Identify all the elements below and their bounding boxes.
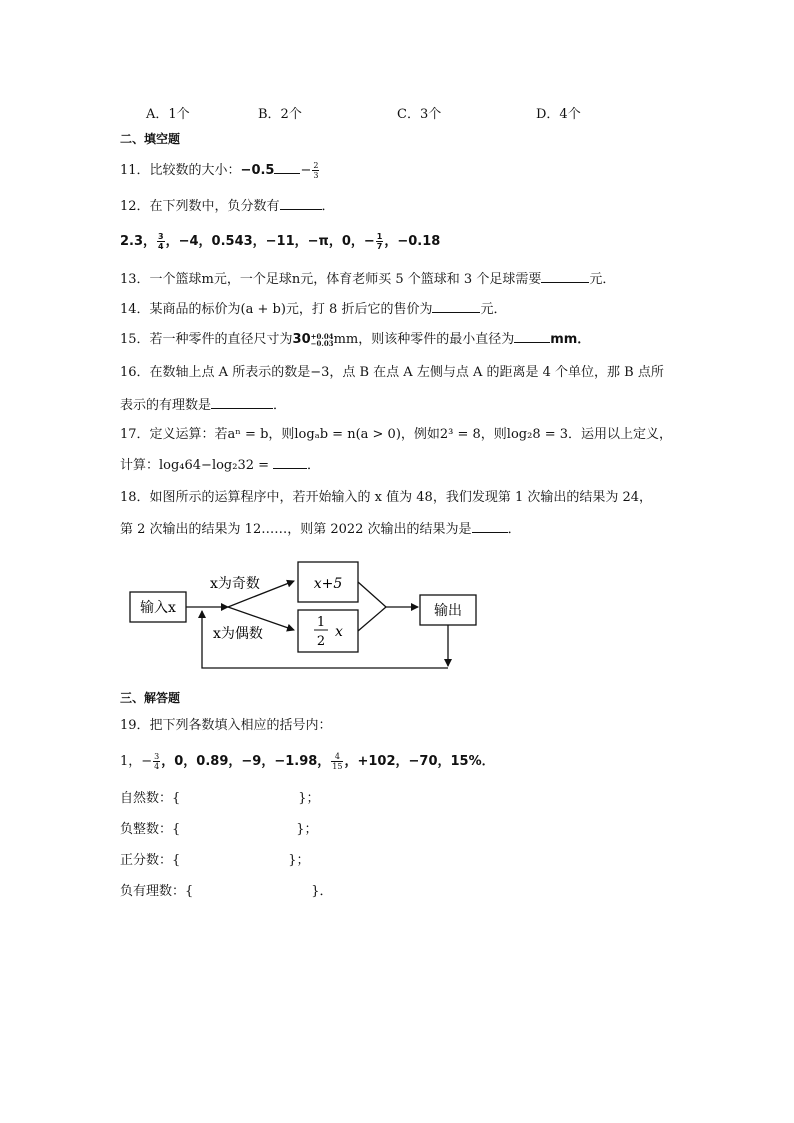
question-17-line-1: 17．定义运算：若aⁿ = b，则logₐb = n(a > 0)，例如2³ = 8，则log₂8 = 3．运用以上定义， (120, 427, 673, 442)
set-negative-integers (120, 821, 318, 839)
set-positive-fractions (120, 852, 310, 870)
q11-fraction: $\frac{2}{3}$ (313, 161, 319, 180)
question-19: 19．把下列各数填入相应的括号内： (120, 718, 332, 733)
q12-fraction-2: $\frac{1}{7}$ (376, 232, 383, 251)
q15-text: 15．若一种零件的直径尺寸为 (120, 332, 293, 347)
half-den: 2 (316, 634, 326, 649)
q13-blank (541, 270, 589, 283)
q18-blank (472, 520, 508, 533)
input-label: 输入x (140, 600, 176, 616)
q18-text: 第 2 次输出的结果为 12……，则第 2022 次输出的结果为是 (120, 522, 472, 537)
question-18-line-2 (120, 520, 521, 539)
plus5-label: x+5 (313, 576, 343, 592)
set-posfrac-end: }； (288, 853, 310, 868)
q18-end: ． (507, 522, 521, 537)
q12-list-part: 2.3， (120, 234, 157, 249)
option-c: C．3个 (397, 107, 442, 122)
flowchart (120, 558, 490, 678)
half-num: 1 (316, 615, 326, 630)
q19-list-part: ，0，0.89，−9，−1.98， (161, 754, 331, 769)
set-natural-label: 自然数：{ (120, 791, 181, 806)
q17-text: 计算：log₄64−log₂32 = (120, 458, 270, 473)
half-box (298, 610, 358, 652)
question-16-line-2 (120, 396, 286, 415)
q14-text: 14．某商品的标价为(a + b)元，打 8 折后它的售价为 (120, 302, 433, 317)
q17-end: ． (307, 458, 321, 473)
question-13 (120, 270, 615, 289)
set-natural-end: }； (298, 791, 320, 806)
question-15 (120, 330, 590, 349)
even-label: x为偶数 (213, 626, 263, 642)
q19-list-part: 1，− (120, 754, 153, 769)
section-heading-solve: 三、解答题 (120, 691, 181, 705)
set-negrat-label: 负有理数：{ (120, 884, 194, 899)
set-negrat-end: }． (311, 884, 333, 899)
q12-list-part: ，−4，0.543，−11，−π，0，− (165, 234, 375, 249)
question-16-line-1: 16．在数轴上点 A 所表示的数是−3，点 B 在点 A 左侧与点 A 的距离是 4 个单位，那 B 点所 (120, 365, 664, 380)
half-x: x (335, 624, 343, 640)
q17-blank (273, 456, 307, 469)
question-18-line-1: 18．如图所示的运算程序中，若开始输入的 x 值为 48，我们发现第 1 次输出的结果为 24， (120, 490, 653, 505)
q15-blank (514, 330, 550, 343)
output-label: 输出 (434, 603, 462, 619)
q12-list-part: ，−0.18 (384, 234, 441, 249)
q19-fraction-1: $\frac{3}{4}$ (154, 752, 160, 771)
q12-fraction-1: $\frac{3}{4}$ (158, 232, 164, 251)
q16-text: 表示的有理数是 (120, 398, 212, 413)
set-negint-label: 负整数：{ (120, 822, 181, 837)
set-negint-end: }； (296, 822, 318, 837)
question-11 (120, 161, 320, 180)
q12-end: ． (321, 199, 335, 214)
q14-end: 元． (480, 302, 507, 317)
q19-fraction-2: $\frac{4}{15}$ (332, 752, 343, 771)
q11-left: −0.5 (240, 163, 275, 178)
question-17-line-2 (120, 456, 320, 475)
section-heading-fill-in: 二、填空题 (120, 132, 181, 146)
odd-label: x为奇数 (210, 576, 260, 592)
q11-blank (274, 161, 300, 174)
q12-blank (280, 197, 322, 210)
set-negative-rationals (120, 883, 333, 901)
q11-neg: − (300, 163, 312, 178)
option-a: A．1个 (146, 107, 190, 122)
option-d: D．4个 (536, 107, 581, 122)
q11-text: 11．比较数的大小： (120, 163, 241, 178)
q16-blank (211, 396, 273, 409)
q15-end: mm． (550, 332, 591, 347)
q14-blank (432, 300, 480, 313)
q15-tolerance: +0.04 −0.03 (310, 331, 334, 348)
q15-unit: mm，则该种零件的最小直径为 (333, 332, 515, 347)
set-posfrac-label: 正分数：{ (120, 853, 181, 868)
q12-number-list (120, 232, 440, 251)
set-natural (120, 790, 320, 808)
question-12 (120, 197, 335, 216)
q19-number-list (120, 752, 495, 771)
q15-base: 30 (292, 332, 311, 347)
q19-list-part: ，+102，−70，15%． (344, 754, 495, 769)
q12-text: 12．在下列数中，负分数有 (120, 199, 280, 214)
option-b: B．2个 (258, 107, 302, 122)
q13-end: 元． (589, 272, 616, 287)
q16-end: ． (273, 398, 287, 413)
q13-text: 13．一个篮球m元，一个足球n元，体育老师买 5 个篮球和 3 个足球需要 (120, 272, 542, 287)
question-14 (120, 300, 506, 319)
